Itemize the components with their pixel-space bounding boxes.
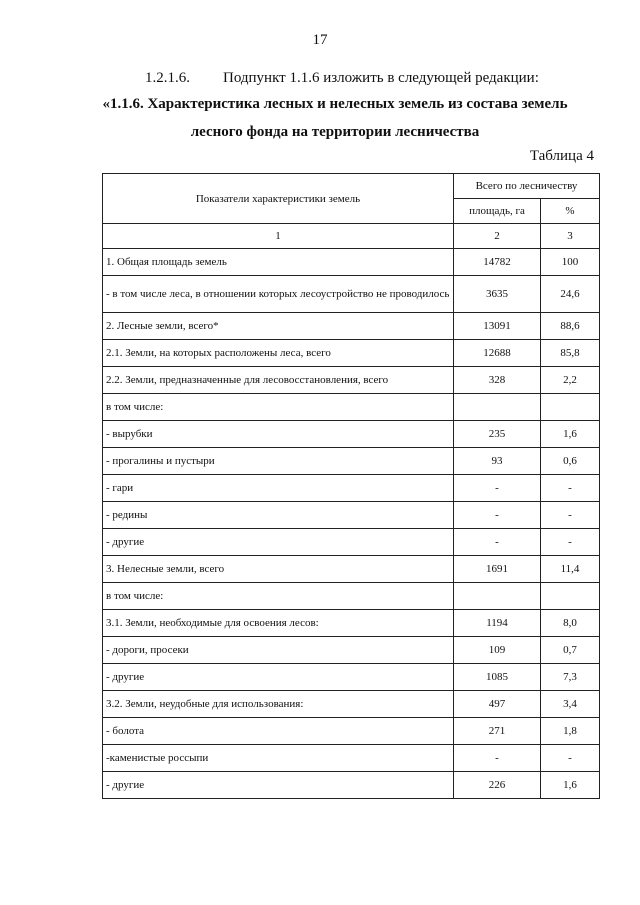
row-area: 3635 xyxy=(454,276,541,313)
table-row xyxy=(103,448,600,475)
row-area: 12688 xyxy=(454,340,541,367)
row-percent: 1,6 xyxy=(541,772,600,799)
row-area: 1194 xyxy=(454,610,541,637)
table-row xyxy=(103,475,600,502)
section-heading-line-2: лесного фонда на территории лесничества xyxy=(190,124,480,140)
clause-text: Подпункт 1.1.6 изложить в следующей редакции: xyxy=(223,70,539,86)
row-percent: 100 xyxy=(541,249,600,276)
row-area: 497 xyxy=(454,691,541,718)
row-area: 235 xyxy=(454,421,541,448)
row-label: - гари xyxy=(103,475,454,502)
row-label: в том числе: xyxy=(103,583,454,610)
column-number-3: 3 xyxy=(541,224,600,249)
row-area: 1085 xyxy=(454,664,541,691)
row-area: - xyxy=(454,475,541,502)
row-label: 2. Лесные земли, всего* xyxy=(103,313,454,340)
row-percent: 2,2 xyxy=(541,367,600,394)
table-row xyxy=(103,367,600,394)
row-label: 3.2. Земли, неудобные для использования: xyxy=(103,691,454,718)
row-area xyxy=(454,583,541,610)
row-percent: 7,3 xyxy=(541,664,600,691)
row-label: - редины xyxy=(103,502,454,529)
page-number: 17 xyxy=(312,32,328,48)
row-percent: 0,7 xyxy=(541,637,600,664)
header-total: Всего по лесничеству xyxy=(454,174,600,199)
row-percent: 8,0 xyxy=(541,610,600,637)
row-percent: 88,6 xyxy=(541,313,600,340)
row-percent: 85,8 xyxy=(541,340,600,367)
row-area: - xyxy=(454,745,541,772)
column-number-1: 1 xyxy=(103,224,454,249)
row-label: - другие xyxy=(103,529,454,556)
row-percent xyxy=(541,583,600,610)
row-area: 93 xyxy=(454,448,541,475)
row-percent: 0,6 xyxy=(541,448,600,475)
table-row xyxy=(103,502,600,529)
row-percent: - xyxy=(541,745,600,772)
row-percent: - xyxy=(541,502,600,529)
row-label: 2.1. Земли, на которых расположены леса, всего xyxy=(103,340,454,367)
row-area: 226 xyxy=(454,772,541,799)
row-area: 271 xyxy=(454,718,541,745)
table-row xyxy=(103,556,600,583)
row-label: 1. Общая площадь земель xyxy=(103,249,454,276)
row-area: - xyxy=(454,502,541,529)
row-area: - xyxy=(454,529,541,556)
table-caption: Таблица 4 xyxy=(529,148,594,164)
row-area: 328 xyxy=(454,367,541,394)
table-row xyxy=(103,583,600,610)
table-row xyxy=(103,276,600,313)
row-label: -каменистые россыпи xyxy=(103,745,454,772)
clause-line xyxy=(145,70,539,87)
row-label: - вырубки xyxy=(103,421,454,448)
table-row xyxy=(103,340,600,367)
table-row xyxy=(103,249,600,276)
table-row xyxy=(103,610,600,637)
row-percent: 1,8 xyxy=(541,718,600,745)
row-area: 1691 xyxy=(454,556,541,583)
table-row xyxy=(103,772,600,799)
table-row xyxy=(103,691,600,718)
row-label: в том числе: xyxy=(103,394,454,421)
table-row xyxy=(103,664,600,691)
row-label: 3.1. Земли, необходимые для освоения лесов: xyxy=(103,610,454,637)
row-label: - прогалины и пустыри xyxy=(103,448,454,475)
header-area: площадь, га xyxy=(454,199,541,224)
row-label: - другие xyxy=(103,772,454,799)
row-percent: 1,6 xyxy=(541,421,600,448)
row-label: - другие xyxy=(103,664,454,691)
row-label: - дороги, просеки xyxy=(103,637,454,664)
row-label: - болота xyxy=(103,718,454,745)
row-percent: 11,4 xyxy=(541,556,600,583)
row-label: 2.2. Земли, предназначенные для лесовосстановления, всего xyxy=(103,367,454,394)
table-row xyxy=(103,637,600,664)
row-label: - в том числе леса, в отношении которых лесоустройство не проводилось xyxy=(103,276,454,313)
table-body xyxy=(103,249,600,799)
row-area: 14782 xyxy=(454,249,541,276)
table-row xyxy=(103,313,600,340)
header-percent: % xyxy=(541,199,600,224)
row-area: 13091 xyxy=(454,313,541,340)
row-percent: - xyxy=(541,529,600,556)
row-percent xyxy=(541,394,600,421)
land-characteristics-table xyxy=(102,173,600,799)
table-row xyxy=(103,421,600,448)
clause-number: 1.2.1.6. xyxy=(145,70,190,86)
column-number-2: 2 xyxy=(454,224,541,249)
table-row xyxy=(103,529,600,556)
row-area: 109 xyxy=(454,637,541,664)
row-label: 3. Нелесные земли, всего xyxy=(103,556,454,583)
row-percent: - xyxy=(541,475,600,502)
row-area xyxy=(454,394,541,421)
row-percent: 3,4 xyxy=(541,691,600,718)
row-percent: 24,6 xyxy=(541,276,600,313)
table-row xyxy=(103,745,600,772)
section-heading-line-1: «1.1.6. Характеристика лесных и нелесных земель из состава земель xyxy=(102,96,568,112)
table-row xyxy=(103,718,600,745)
table-row xyxy=(103,394,600,421)
header-indicator: Показатели характеристики земель xyxy=(103,174,454,224)
